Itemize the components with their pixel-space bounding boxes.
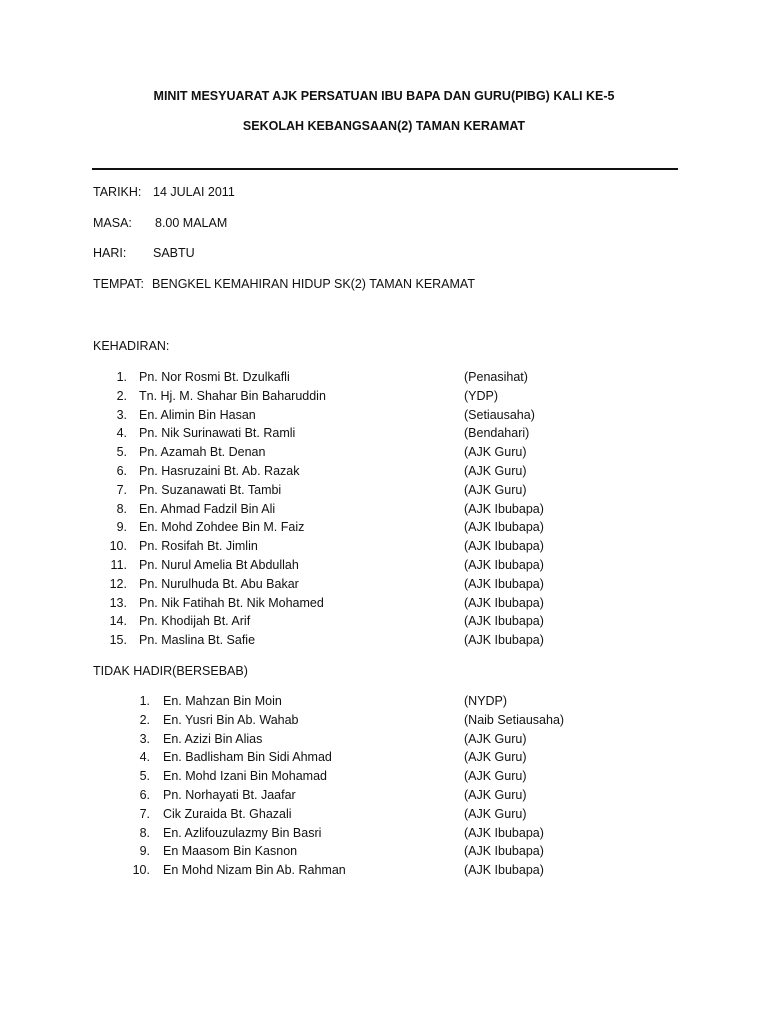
- member-name: En. Badlisham Bin Sidi Ahmad: [163, 750, 332, 765]
- item-number: 1.: [139, 694, 150, 708]
- list-item: [0, 406, 768, 424]
- member-role: (AJK Guru): [464, 788, 527, 802]
- item-number: 7.: [116, 482, 127, 497]
- member-name: En Mohd Nizam Bin Ab. Rahman: [163, 863, 346, 878]
- member-role: (AJK Guru): [464, 750, 527, 765]
- tempat-label: TEMPAT:: [93, 277, 144, 291]
- item-number: 10.: [132, 863, 150, 878]
- item-number: 2.: [116, 388, 127, 403]
- list-item: [0, 443, 768, 461]
- hari-value: SABTU: [153, 246, 195, 260]
- item-number: 2.: [139, 712, 150, 727]
- member-role: (AJK Ibubapa): [464, 633, 544, 648]
- member-role: (Bendahari): [464, 426, 530, 441]
- member-name: Tn. Hj. M. Shahar Bin Baharuddin: [139, 388, 326, 403]
- item-number: 7.: [139, 806, 150, 821]
- item-number: 1.: [116, 370, 127, 384]
- item-number: 8.: [116, 501, 127, 516]
- item-number: 12.: [109, 576, 127, 591]
- list-item: [0, 748, 768, 766]
- member-name: Pn. Azamah Bt. Denan: [139, 445, 266, 460]
- member-name: En. Alimin Bin Hasan: [139, 407, 256, 422]
- item-number: 6.: [116, 464, 127, 478]
- item-number: 3.: [139, 731, 150, 746]
- member-role: (NYDP): [464, 694, 508, 708]
- member-role: (AJK Ibubapa): [464, 576, 544, 591]
- item-number: 4.: [116, 426, 127, 441]
- list-item: [0, 730, 768, 748]
- member-name: Pn. Norhayati Bt. Jaafar: [163, 788, 296, 802]
- list-item: [0, 786, 768, 804]
- member-role: (Naib Setiausaha): [464, 712, 565, 727]
- member-role: (YDP): [464, 388, 499, 403]
- member-name: En. Yusri Bin Ab. Wahab: [163, 712, 299, 727]
- attendance-heading: KEHADIRAN:: [93, 339, 170, 353]
- item-number: 9.: [116, 520, 127, 535]
- member-name: En. Ahmad Fadzil Bin Ali: [139, 501, 276, 516]
- member-role: (AJK Ibubapa): [464, 825, 544, 840]
- member-role: (AJK Ibubapa): [464, 844, 544, 859]
- item-number: 4.: [139, 750, 150, 765]
- member-role: (Setiausaha): [464, 407, 535, 422]
- list-item: [0, 481, 768, 499]
- item-number: 3.: [116, 407, 127, 422]
- member-role: (AJK Ibubapa): [464, 539, 544, 554]
- list-item: [0, 805, 768, 823]
- member-name: Pn. Nor Rosmi Bt. Dzulkafli: [139, 370, 290, 384]
- list-item: [0, 518, 768, 536]
- member-role: (AJK Ibubapa): [464, 520, 544, 535]
- item-number: 9.: [139, 844, 150, 859]
- document-title: MINIT MESYUARAT AJK PERSATUAN IBU BAPA DAN GURU(PIBG) KALI KE-5: [153, 89, 615, 103]
- member-name: En Maasom Bin Kasnon: [163, 844, 298, 859]
- header-divider: [92, 168, 678, 170]
- member-role: (AJK Ibubapa): [464, 558, 544, 572]
- item-number: 8.: [139, 825, 150, 840]
- member-name: En. Mohd Zohdee Bin M. Faiz: [139, 520, 305, 535]
- member-role: (Penasihat): [464, 370, 528, 384]
- absence-heading: TIDAK HADIR(BERSEBAB): [93, 664, 248, 678]
- member-role: (AJK Guru): [464, 806, 527, 821]
- list-item: [0, 594, 768, 612]
- list-item: [0, 842, 768, 860]
- list-item: [0, 368, 768, 386]
- item-number: 15.: [109, 633, 127, 648]
- member-name: En. Azizi Bin Alias: [163, 731, 263, 746]
- tempat-value: BENGKEL KEMAHIRAN HIDUP SK(2) TAMAN KERAMAT: [152, 277, 475, 291]
- list-item: [0, 711, 768, 729]
- member-name: Pn. Nik Surinawati Bt. Ramli: [139, 426, 296, 441]
- list-item: [0, 556, 768, 574]
- item-number: 11.: [110, 558, 127, 572]
- list-item: [0, 861, 768, 879]
- member-role: (AJK Ibubapa): [464, 863, 544, 878]
- list-item: [0, 824, 768, 842]
- list-item: [0, 631, 768, 649]
- member-role: (AJK Guru): [464, 464, 527, 478]
- member-role: (AJK Guru): [464, 445, 527, 460]
- tarikh-label: TARIKH:: [93, 185, 142, 199]
- member-name: Pn. Khodijah Bt. Arif: [139, 614, 251, 629]
- member-name: Pn. Rosifah Bt. Jimlin: [139, 539, 258, 554]
- member-name: Pn. Suzanawati Bt. Tambi: [139, 482, 282, 497]
- member-name: Pn. Hasruzaini Bt. Ab. Razak: [139, 464, 300, 478]
- member-name: Pn. Nik Fatihah Bt. Nik Mohamed: [139, 595, 324, 610]
- member-name: En. Azlifouzulazmy Bin Basri: [163, 825, 322, 840]
- member-name: En. Mohd Izani Bin Mohamad: [163, 769, 327, 784]
- list-item: [0, 387, 768, 405]
- list-item: [0, 462, 768, 480]
- member-role: (AJK Ibubapa): [464, 614, 544, 629]
- hari-label: HARI:: [93, 246, 127, 260]
- item-number: 10.: [109, 539, 127, 554]
- list-item: [0, 767, 768, 785]
- list-item: [0, 424, 768, 442]
- tarikh-value: 14 JULAI 2011: [153, 185, 235, 199]
- member-role: (AJK Guru): [464, 769, 527, 784]
- member-name: En. Mahzan Bin Moin: [163, 694, 282, 708]
- item-number: 5.: [139, 769, 150, 784]
- list-item: [0, 537, 768, 555]
- member-name: Pn. Nurulhuda Bt. Abu Bakar: [139, 576, 299, 591]
- list-item: [0, 500, 768, 518]
- school-name: SEKOLAH KEBANGSAAN(2) TAMAN KERAMAT: [242, 119, 526, 133]
- member-name: Pn. Nurul Amelia Bt Abdullah: [139, 558, 299, 572]
- member-name: Cik Zuraida Bt. Ghazali: [163, 806, 292, 821]
- list-item: [0, 575, 768, 593]
- item-number: 5.: [116, 445, 127, 460]
- item-number: 14.: [109, 614, 127, 629]
- member-role: (AJK Guru): [464, 731, 527, 746]
- member-role: (AJK Ibubapa): [464, 501, 544, 516]
- masa-value: 8.00 MALAM: [155, 216, 228, 230]
- member-role: (AJK Ibubapa): [464, 595, 544, 610]
- list-item: [0, 612, 768, 630]
- item-number: 6.: [139, 788, 150, 802]
- item-number: 13.: [109, 595, 127, 610]
- masa-label: MASA:: [93, 216, 132, 230]
- member-name: Pn. Maslina Bt. Safie: [139, 633, 256, 648]
- member-role: (AJK Guru): [464, 482, 527, 497]
- list-item: [0, 692, 768, 710]
